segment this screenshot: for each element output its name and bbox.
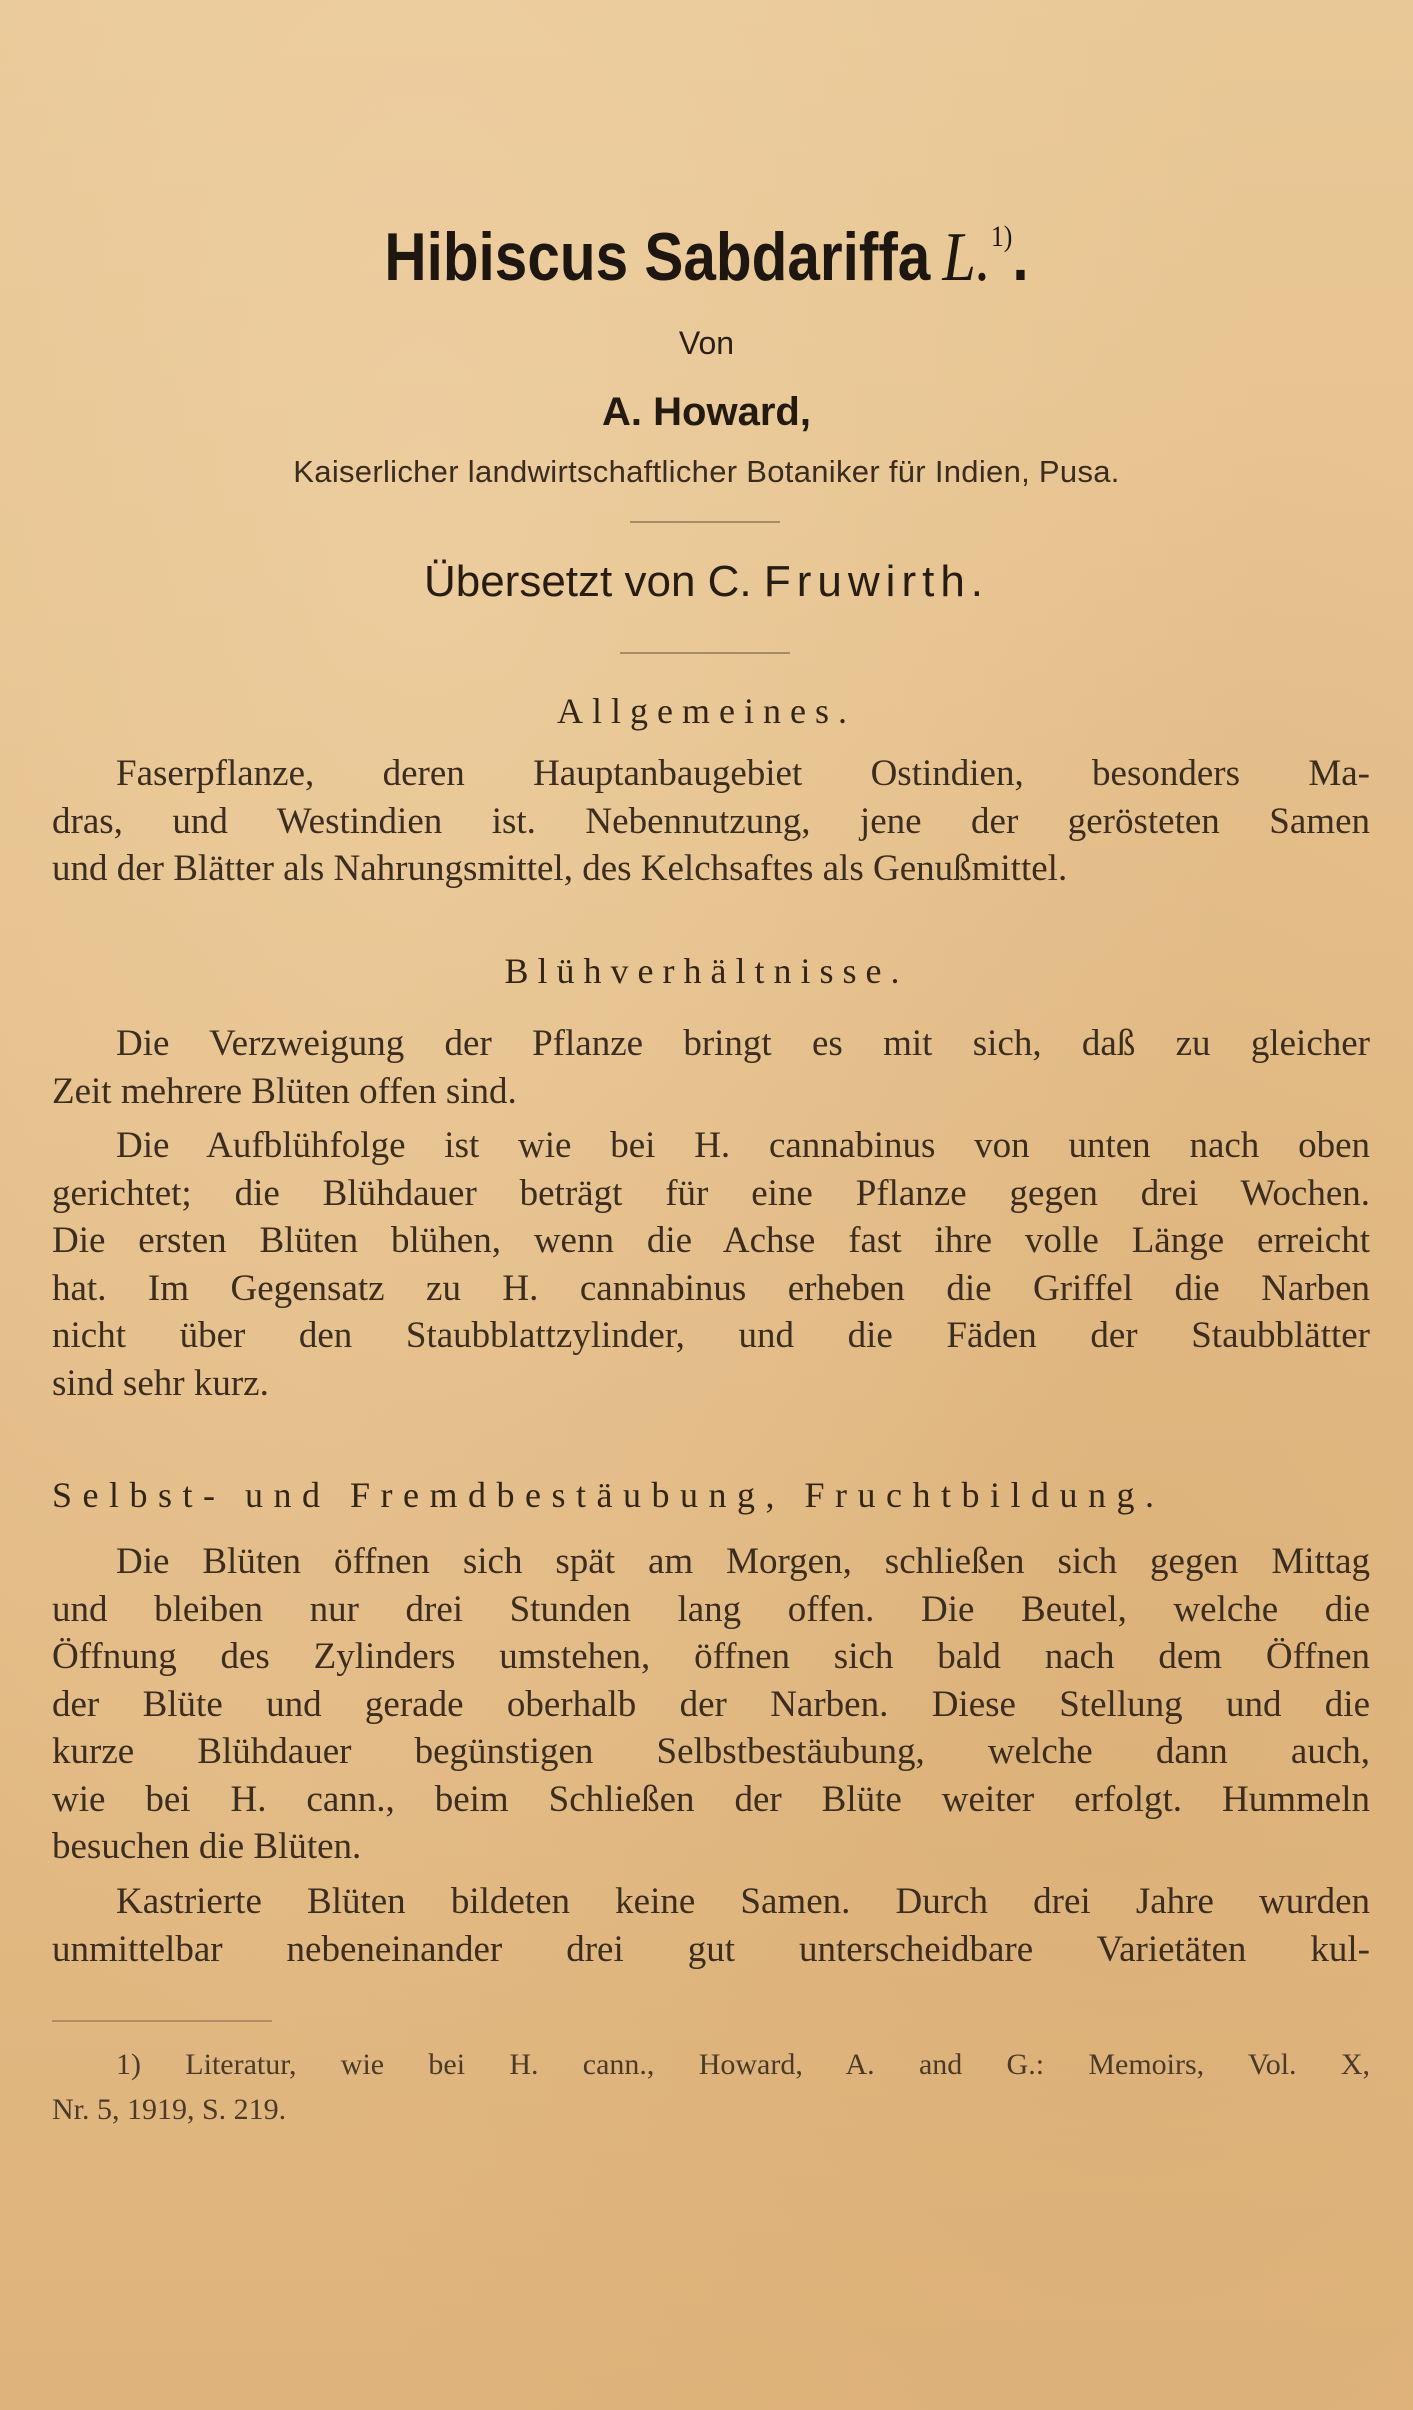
footnote bbox=[52, 2042, 1370, 2132]
paragraph bbox=[52, 1538, 1370, 1871]
paragraph bbox=[52, 1020, 1370, 1115]
title-main: Hibiscus Sabdariffa bbox=[384, 219, 931, 295]
text-line: und bleiben nur drei Stunden lang offen. Die Beutel, welche die bbox=[52, 1588, 1370, 1630]
text-line: Die Aufblühfolge ist wie bei H. cannabinus von unten nach oben bbox=[116, 1125, 1370, 1166]
translator-line bbox=[0, 557, 1413, 607]
footnote-divider bbox=[52, 2020, 272, 2022]
footnote-line: 1) Literatur, wie bei H. cann., Howard, A. and G.: Memoirs, Vol. X, bbox=[116, 2048, 1370, 2081]
text-line: Zeit mehrere Blüten offen sind. bbox=[52, 1070, 517, 1112]
paragraph bbox=[52, 750, 1370, 893]
footnote-line: Nr. 5, 1919, S. 219. bbox=[52, 2093, 287, 2126]
text-line: gerichtet; die Blühdauer beträgt für eine Pflanze gegen drei Wochen. bbox=[52, 1172, 1370, 1214]
section-heading: Blühverhältnisse. bbox=[504, 951, 909, 991]
text-line: Die Verzweigung der Pflanze bringt es mit sich, daß zu gleicher bbox=[116, 1023, 1370, 1064]
author-name: A. Howard, bbox=[602, 390, 811, 434]
text-line: nicht über den Staubblattzylinder, und die Fäden der Staubblätter bbox=[52, 1315, 1370, 1356]
divider bbox=[620, 652, 790, 654]
byline-von: Von bbox=[678, 325, 735, 361]
translator-name: Fruwirth. bbox=[763, 557, 990, 606]
text-line: wie bei H. cann., beim Schließen der Blüte weiter erfolgt. Hummeln bbox=[52, 1778, 1370, 1820]
text-line: hat. Im Gegensatz zu H. cannabinus erheben die Griffel die Narben bbox=[52, 1267, 1370, 1309]
section-heading: Allgemeines. bbox=[557, 691, 856, 731]
divider bbox=[630, 521, 780, 523]
text-line: Kastrierte Blüten bildeten keine Samen. Durch drei Jahre wurden bbox=[116, 1881, 1370, 1922]
text-line: besuchen die Blüten. bbox=[52, 1826, 362, 1867]
translator-prefix: Übersetzt von C. bbox=[423, 557, 752, 606]
author-affiliation: Kaiserlicher landwirtschaftlicher Botaniker für Indien, Pusa. bbox=[293, 454, 1120, 489]
text-line: und der Blätter als Nahrungsmittel, des Kelchsaftes als Genußmittel. bbox=[52, 848, 1068, 889]
text-line: unmittelbar nebeneinander drei gut unterscheidbare Varietäten kul- bbox=[52, 1928, 1370, 1970]
paragraph bbox=[52, 1878, 1370, 1973]
text-line: dras, und Westindien ist. Nebennutzung, jene der gerösteten Samen bbox=[52, 800, 1370, 842]
title-author-abbrev: L. bbox=[942, 219, 991, 296]
text-line: kurze Blühdauer begünstigen Selbstbestäubung, welche dann auch, bbox=[52, 1731, 1370, 1772]
paragraph bbox=[52, 1122, 1370, 1407]
text-line: Öffnung des Zylinders umstehen, öffnen sich bald nach dem Öffnen bbox=[52, 1636, 1370, 1677]
text-line: der Blüte und gerade oberhalb der Narben. Diese Stellung und die bbox=[52, 1683, 1370, 1725]
text-line: Faserpflanze, deren Hauptanbaugebiet Ostindien, besonders Ma- bbox=[116, 753, 1370, 794]
title-footnote-ref: 1) bbox=[990, 220, 1013, 254]
text-line: Die ersten Blüten blühen, wenn die Achse fast ihre volle Länge erreicht bbox=[52, 1220, 1370, 1261]
section-heading: Selbst- und Fremdbestäubung, Fruchtbildung. bbox=[52, 1475, 1165, 1515]
article-title bbox=[99, 218, 1314, 298]
title-end: . bbox=[1012, 219, 1029, 295]
text-line: sind sehr kurz. bbox=[52, 1362, 269, 1404]
text-line: Die Blüten öffnen sich spät am Morgen, schließen sich gegen Mittag bbox=[116, 1541, 1370, 1582]
